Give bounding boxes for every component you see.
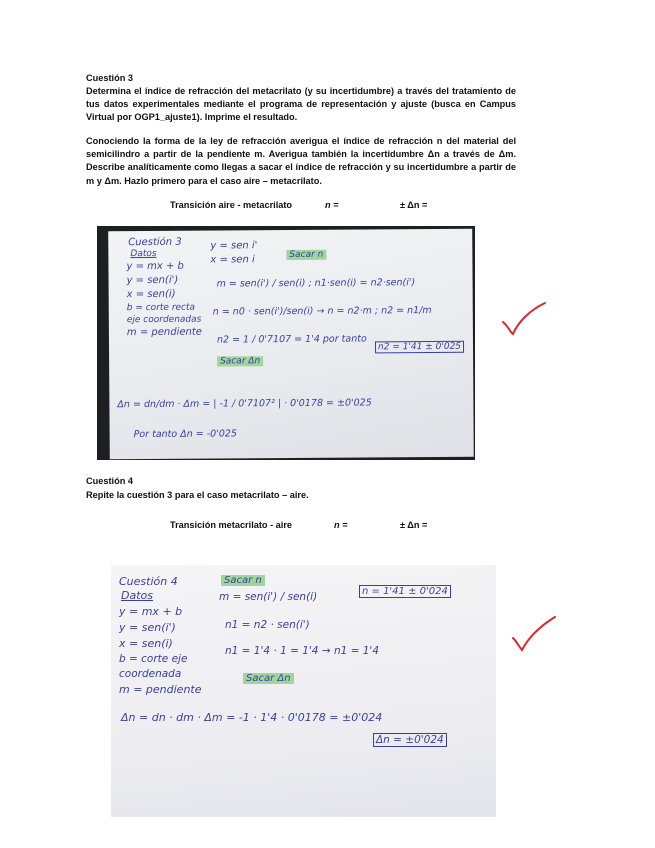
hw-boxed-result: Δn = ±0'024: [373, 733, 447, 747]
hw-equation: m = sen(i') / sen(i) ; n1·sen(i) = n2·sen(i'): [216, 277, 416, 290]
hw-equation: n1 = n2 · sen(i'): [225, 619, 310, 631]
q3-paragraph-2: Conociendo la forma de la ley de refracción averigua el índice de refracción n del material del semicilindro a partir de la pendiente m. Averigua también la incertidumbre Δn a través de Δm. Describe analíticamente como llegas a sacar el índice de refracción y su incertidumbre a partir de m y Δm. Hazlo primero para el caso aire – metacrilato.: [86, 136, 516, 186]
q3-dn-label: ± Δn =: [400, 200, 428, 210]
check-mark-icon: [500, 300, 548, 338]
hw-boxed-result: n = 1'41 ± 0'024: [359, 585, 451, 598]
hw-text: y = sen i': [210, 240, 258, 252]
hw-text: Datos: [130, 248, 157, 260]
hw-equation: Δn = dn · dm · Δm = -1 · 1'4 · 0'0178 = ±0'024: [121, 711, 383, 724]
hw-text: b = corte recta: [126, 302, 196, 314]
q3-n-label: n =: [325, 200, 339, 210]
q4-paragraph: Repite la cuestión 3 para el caso metacrilato – aire.: [86, 490, 309, 500]
hw-text: y = mx + b: [119, 605, 183, 618]
hw-text: m = pendiente: [119, 683, 202, 696]
hw-equation: n2 = 1 / 0'7107 = 1'4 por tanto: [216, 333, 367, 346]
hw-text: Cuestión 3: [128, 236, 182, 249]
q3-transition-label: Transición aire - metacrilato: [170, 200, 293, 210]
hw-text: m = pendiente: [126, 326, 202, 339]
hw-text: x = sen i: [210, 254, 255, 266]
hw-highlight: Sacar Δn: [217, 356, 263, 366]
hw-highlight: Sacar n: [286, 250, 326, 260]
hw-equation: Por tanto Δn = -0'025: [133, 428, 237, 441]
hw-highlight: Sacar Δn: [243, 673, 294, 684]
q3-paragraph-1: Determina el índice de refracción del metacrilato (y su incertidumbre) a través del tratamiento de tus datos experimentales mediante el programa de representación y ajuste (busca en Campus Virtual por OGP1_ajuste1). Imprime el resultado.: [86, 86, 516, 123]
hw-equation: m = sen(i') / sen(i): [219, 591, 318, 603]
q4-handwritten-photo: [111, 565, 496, 817]
hw-equation: n = n0 · sen(i')/sen(i) → n = n2·m ; n2 = n1/m: [212, 305, 432, 318]
q4-n-label: n =: [334, 520, 348, 530]
hw-text: eje coordenadas: [126, 314, 202, 326]
hw-text: x = sen(i): [119, 637, 173, 650]
hw-text: b = corte eje: [119, 653, 188, 665]
hw-text: coordenada: [119, 668, 182, 680]
hw-text: Datos: [121, 589, 153, 602]
hw-text: Cuestión 4: [119, 575, 178, 588]
q4-transition-label: Transición metacrilato - aire: [170, 520, 293, 530]
hw-equation: n1 = 1'4 · 1 = 1'4 → n1 = 1'4: [225, 645, 379, 657]
q4-dn-label: ± Δn =: [400, 520, 428, 530]
q3-handwritten-photo: [97, 226, 475, 460]
hw-equation: Δn = dn/dm · Δm = | -1 / 0'7107² | · 0'0178 = ±0'025: [117, 397, 372, 411]
check-mark-icon: [510, 614, 558, 654]
q4-title: Cuestión 4: [86, 476, 133, 486]
hw-text: x = sen(i): [126, 288, 176, 301]
hw-highlight: Sacar n: [221, 575, 265, 586]
hw-boxed-result: n2 = 1'41 ± 0'025: [375, 341, 464, 354]
hw-text: y = sen(i'): [126, 274, 179, 287]
hw-text: y = mx + b: [126, 260, 184, 273]
hw-text: y = sen(i'): [119, 621, 176, 634]
q3-title: Cuestión 3: [86, 73, 133, 83]
